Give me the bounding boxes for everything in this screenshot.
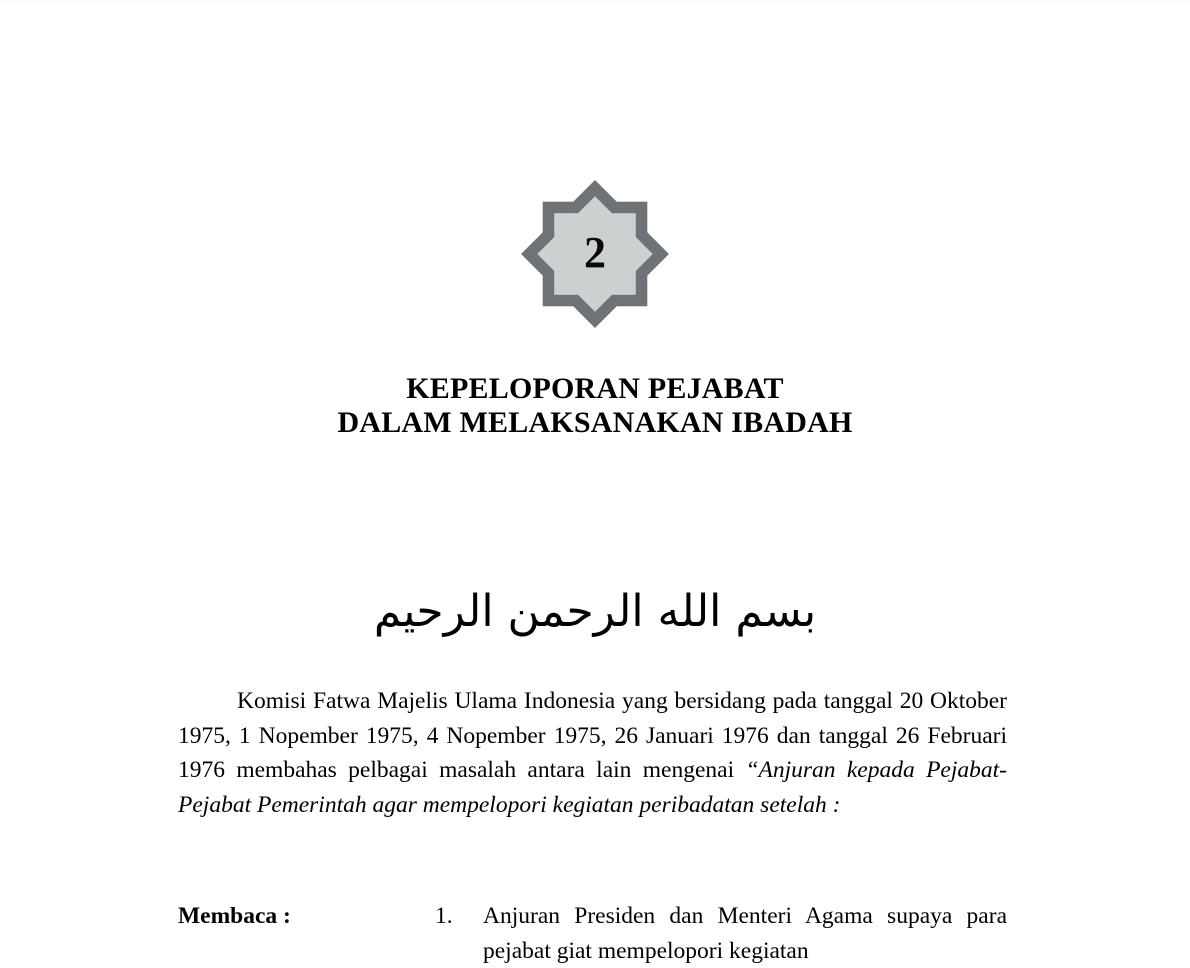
- intro-paragraph-text: Komisi Fatwa Majelis Ulama Indonesia yang bersidang pada tanggal 20 Oktober 1975, 1 Nopember 1975, 4 Nopember 1975, 26 Januari 1976 dan tanggal 26 Februari 1976 membahas pelbagai masalah antara lain mengenai: [178, 688, 1007, 784]
- list-item-text: Anjuran Presiden dan Menteri Agama supaya para pejabat giat mempelopori kegiatan: [483, 903, 1007, 964]
- intro-paragraph: [178, 684, 1007, 822]
- basmala-calligraphy-icon: بسم الله الرحمن الرحيم: [373, 585, 817, 637]
- basmala-container: [0, 572, 1190, 656]
- chapter-title-line-1: KEPELOPORAN PEJABAT: [406, 372, 784, 406]
- intro-paragraph-quoted-text: “Anjuran kepada Pejabat-Pejabat Pemerintah agar mempelopori kegiatan peribadatan setelah :: [178, 757, 1007, 818]
- chapter-number: 2: [584, 228, 606, 277]
- page-top-edge-shade: [0, 0, 1190, 6]
- list-item-number: 1.: [435, 903, 453, 929]
- chapter-badge-container: [0, 180, 1190, 328]
- eight-point-star-badge: [521, 180, 669, 328]
- body-text-column: [178, 684, 1007, 822]
- chapter-title: [0, 372, 1190, 440]
- chapter-title-line-2: DALAM MELAKSANAKAN IBADAH: [337, 406, 853, 440]
- membaca-item-list: [435, 899, 1007, 968]
- membaca-label: Membaca :: [178, 903, 291, 929]
- membaca-section: [178, 899, 1007, 968]
